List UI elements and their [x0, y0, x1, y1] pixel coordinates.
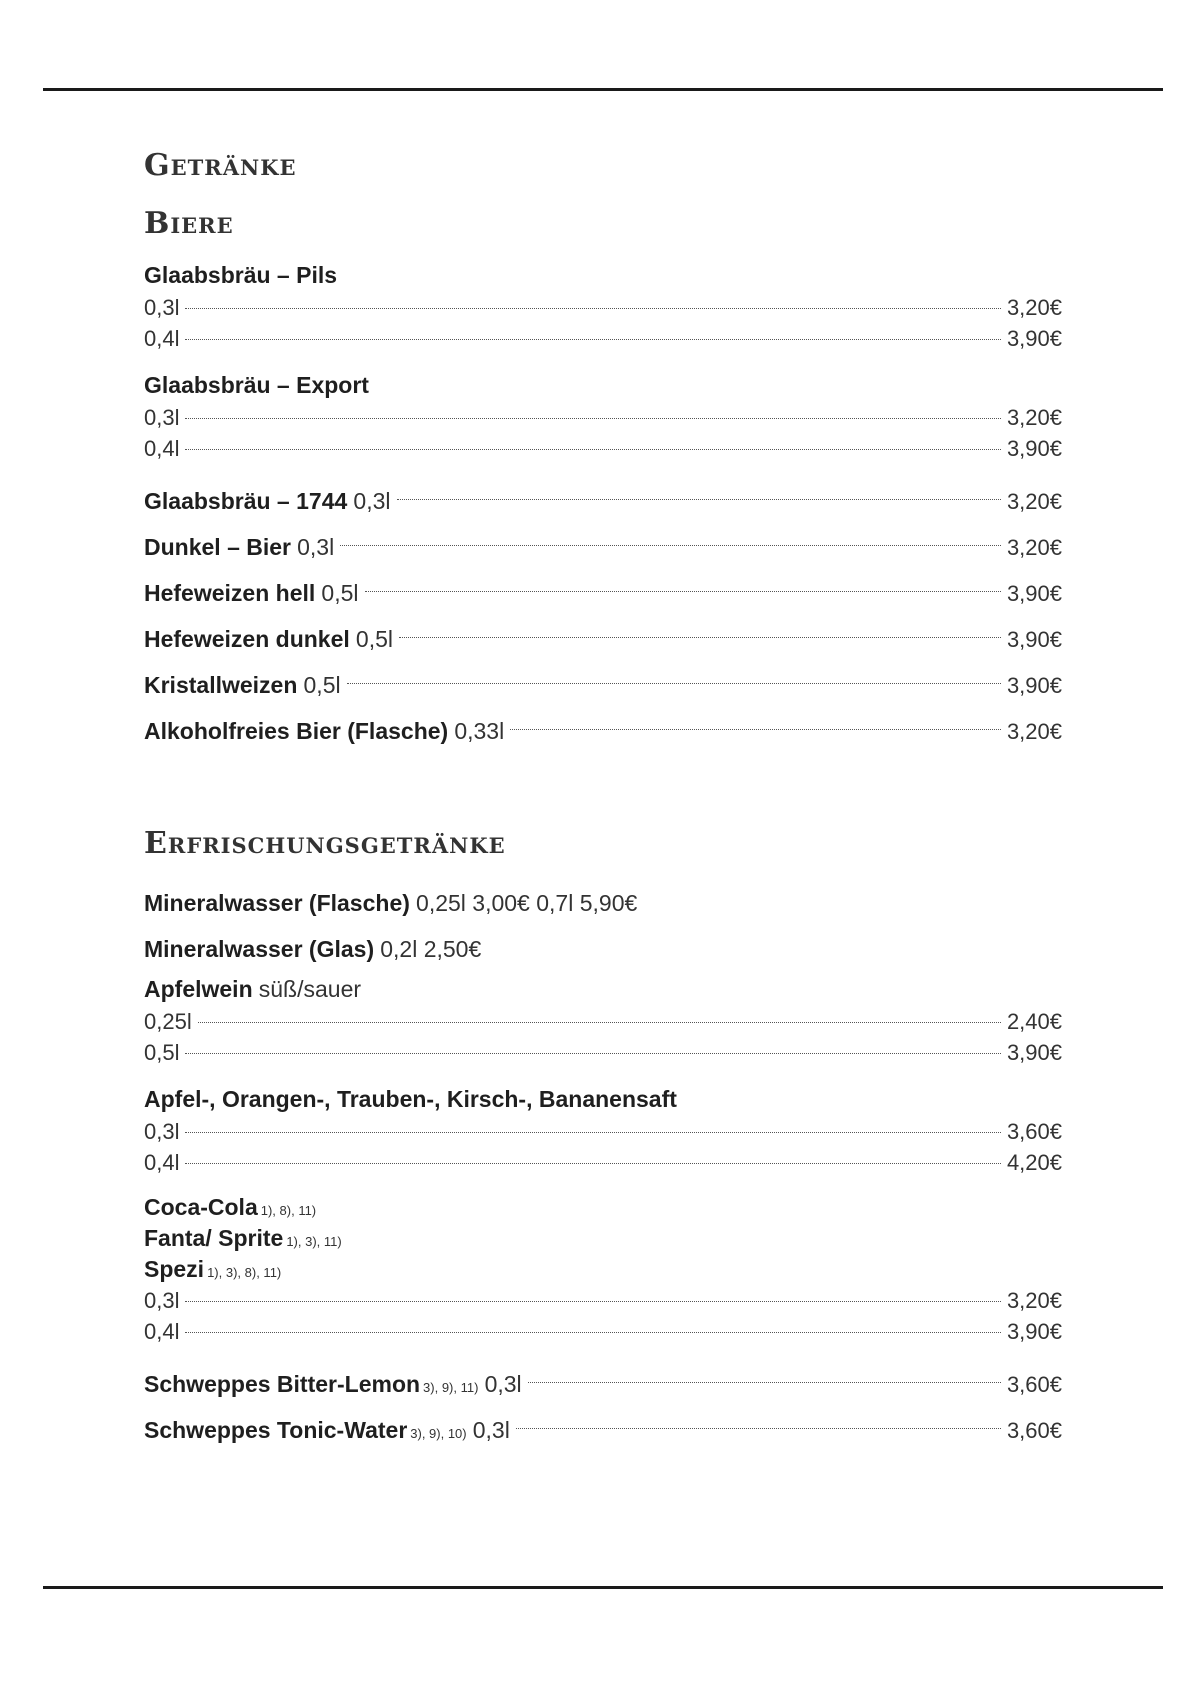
dot-leader [185, 418, 1000, 419]
item-hefe-dunkel [144, 616, 1062, 662]
dot-leader [340, 545, 1001, 546]
size: 0,3l [297, 534, 335, 560]
dot-leader [399, 637, 1001, 638]
additive-note: 3), 9), 11) [423, 1380, 479, 1395]
size-price: 0,25l 3,00€ 0,7l 5,90€ [416, 890, 638, 916]
price: 4,20€ [1006, 1150, 1062, 1175]
price: 3,90€ [1006, 581, 1062, 606]
item-name: Glaabsbräu – 1744 [144, 488, 348, 514]
item-tonic-water [144, 1407, 1062, 1453]
item-name: Schweppes Tonic-Water [144, 1417, 408, 1443]
item-name: Schweppes Bitter-Lemon [144, 1371, 421, 1397]
item-name: Apfelwein [144, 976, 253, 1002]
price: 3,20€ [1006, 535, 1062, 560]
item-export [144, 368, 1062, 464]
item-mineral-glas [144, 926, 1062, 972]
dot-leader [185, 1053, 1000, 1054]
item-name: Dunkel – Bier [144, 534, 291, 560]
dot-leader [516, 1428, 1001, 1429]
price: 3,60€ [1006, 1372, 1062, 1397]
price: 3,20€ [1006, 719, 1062, 744]
item-bitter-lemon [144, 1361, 1062, 1407]
dot-leader [365, 591, 1001, 592]
dot-leader [510, 729, 1001, 730]
size: 0,33l [454, 718, 505, 744]
item-name: Coca-Cola [144, 1194, 258, 1220]
dot-leader [185, 449, 1000, 450]
dot-leader [198, 1022, 1001, 1023]
bottom-rule [43, 1586, 1163, 1589]
size: 0,5l [355, 626, 393, 652]
item-name: Mineralwasser (Glas) [144, 936, 375, 962]
price: 3,90€ [1006, 436, 1062, 461]
price: 3,20€ [1006, 489, 1062, 514]
additive-note: 3), 9), 10) [410, 1426, 467, 1441]
title-biere: Biere [144, 206, 234, 241]
size: 0,3l [353, 488, 391, 514]
item-apfelwein [144, 972, 1062, 1068]
item-1744 [144, 478, 1062, 524]
title-erfrischungsgetraenke: Erfrischungsgetränke [144, 826, 506, 861]
additive-note: 1), 3), 8), 11) [207, 1265, 282, 1280]
item-name: Glaabsbräu – Export [144, 372, 369, 398]
item-mineral-flasche [144, 880, 1062, 926]
dot-leader [528, 1382, 1001, 1383]
price: 3,60€ [1006, 1119, 1062, 1144]
size: 0,3l [144, 1119, 180, 1144]
dot-leader [185, 1132, 1000, 1133]
price: 3,90€ [1006, 326, 1062, 351]
size: 0,5l [144, 1040, 180, 1065]
item-hefe-hell [144, 570, 1062, 616]
additive-note: 1), 3), 11) [286, 1234, 342, 1249]
item-name: Hefeweizen hell [144, 580, 316, 606]
dot-leader [185, 1301, 1000, 1302]
price: 3,20€ [1006, 405, 1062, 430]
size: 0,3l [144, 405, 180, 430]
top-rule [43, 88, 1163, 91]
size-price: 0,2l 2,50€ [380, 936, 482, 962]
item-name: Kristallweizen [144, 672, 298, 698]
item-pils [144, 258, 1062, 354]
price: 3,60€ [1006, 1418, 1062, 1443]
price: 3,90€ [1006, 1319, 1062, 1344]
size: 0,4l [144, 436, 180, 461]
item-name: Mineralwasser (Flasche) [144, 890, 410, 916]
title-getraenke: Getränke [144, 148, 297, 183]
size: 0,5l [321, 580, 359, 606]
size: 0,4l [144, 1150, 180, 1175]
dot-leader [185, 339, 1000, 340]
dot-leader [185, 1163, 1000, 1164]
dot-leader [185, 1332, 1000, 1333]
item-name: Hefeweizen dunkel [144, 626, 350, 652]
dot-leader [347, 683, 1001, 684]
item-name: Fanta/ Sprite [144, 1225, 284, 1251]
item-kristall [144, 662, 1062, 708]
price: 3,90€ [1006, 627, 1062, 652]
dot-leader [185, 308, 1000, 309]
item-saefte [144, 1082, 1062, 1178]
item-softdrinks [144, 1192, 1062, 1347]
additive-note: 1), 8), 11) [260, 1203, 317, 1218]
size: 0,3l [144, 295, 180, 320]
price: 3,20€ [1006, 295, 1062, 320]
size: 0,4l [144, 1319, 180, 1344]
size: 0,3l [144, 1288, 180, 1313]
size: 0,5l [303, 672, 341, 698]
item-dunkel [144, 524, 1062, 570]
price: 3,90€ [1006, 673, 1062, 698]
price: 3,90€ [1006, 1040, 1062, 1065]
item-sub: süß/sauer [258, 976, 362, 1002]
item-alkoholfrei [144, 708, 1062, 754]
size: 0,3l [472, 1417, 510, 1443]
size: 0,4l [144, 326, 180, 351]
item-name: Apfel-, Orangen-, Trauben-, Kirsch-, Bananensaft [144, 1086, 677, 1112]
price: 2,40€ [1006, 1009, 1062, 1034]
size: 0,3l [484, 1371, 522, 1397]
item-name: Spezi [144, 1256, 205, 1282]
size: 0,25l [144, 1009, 192, 1034]
item-name: Alkoholfreies Bier (Flasche) [144, 718, 449, 744]
item-name: Glaabsbräu – Pils [144, 262, 338, 288]
dot-leader [397, 499, 1001, 500]
price: 3,20€ [1006, 1288, 1062, 1313]
menu-content [144, 140, 1062, 1453]
